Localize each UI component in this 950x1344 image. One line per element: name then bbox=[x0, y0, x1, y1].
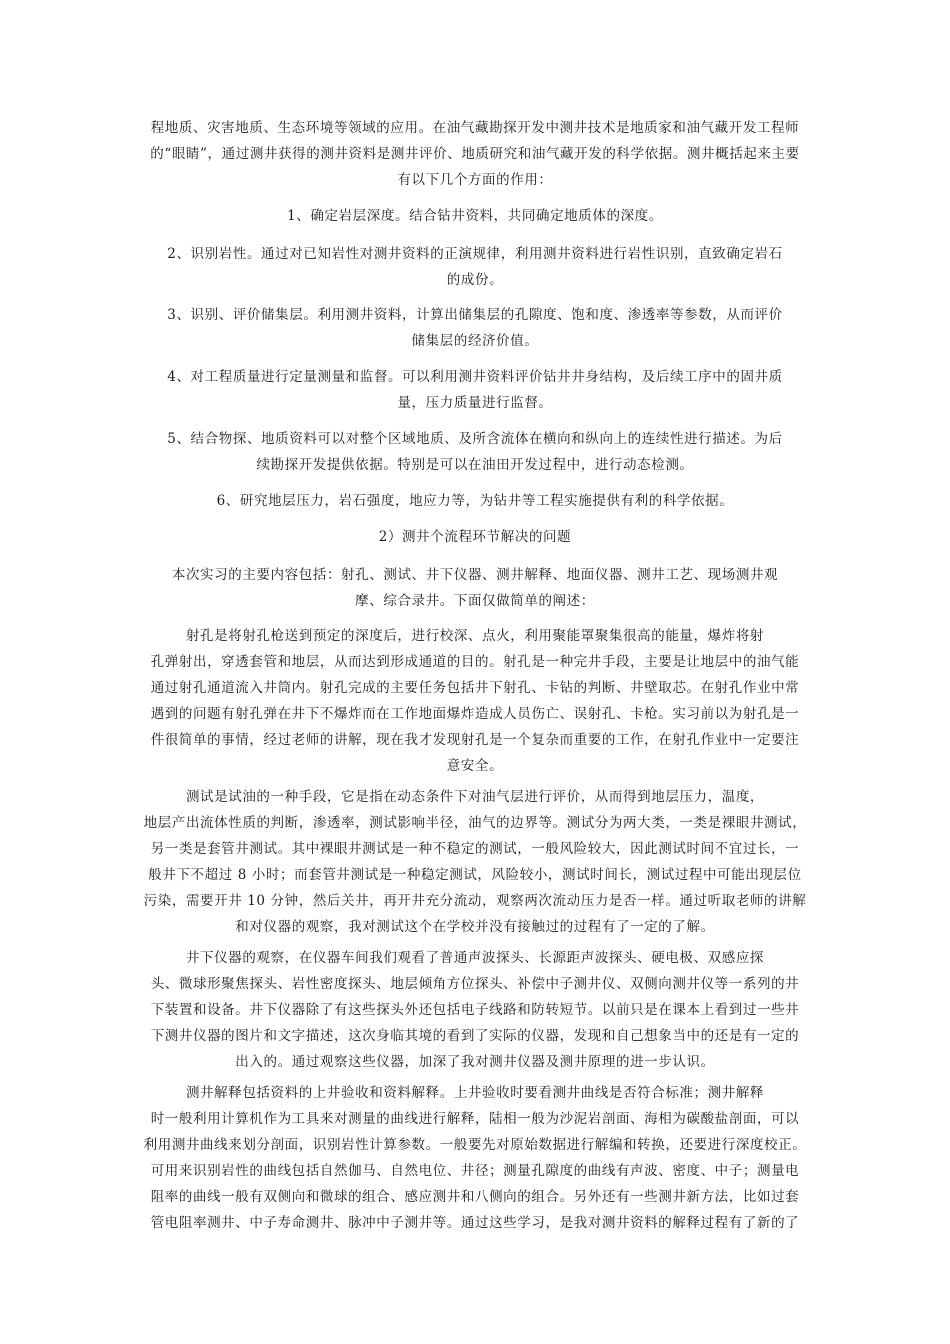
text-line: 本次实习的主要内容包括：射孔、测试、井下仪器、测井解释、地面仪器、测井工艺、现场测井观 bbox=[171, 567, 779, 583]
text-line: 的成份。 bbox=[446, 272, 504, 288]
text-line: 射孔是将射孔枪送到预定的深度后，进行校深、点火，利用聚能罩聚集很高的能量，爆炸将射 bbox=[185, 628, 765, 644]
list-item-3 bbox=[143, 302, 807, 354]
text-line: 件很简单的事情，经过老师的讲解，现在我才发现射孔是一个复杂而重要的工作，在射孔作业中一定要注 bbox=[150, 732, 800, 748]
text-line: 下测井仪器的图片和文字描述，这次身临其境的看到了实际的仪器，发现和自己想象当中的还是有一定的 bbox=[150, 1028, 800, 1044]
text-line: 2）测井个流程环节解决的问题 bbox=[378, 529, 572, 545]
paragraph-downhole-tools bbox=[143, 945, 807, 1075]
text-line: 污染，需要开井 10 分钟，然后关井，再开井充分流动，观察两次流动压力是否一样。通过听取老师的讲解 bbox=[143, 893, 807, 909]
list-item-5 bbox=[143, 426, 807, 478]
text-line: 2、识别岩性。通过对已知岩性对测井资料的正演规律，利用测井资料进行岩性识别，直致确定岩石 bbox=[167, 246, 783, 262]
text-line: 储集层的经济价值。 bbox=[411, 333, 539, 349]
text-line: 孔弹射出，穿透套管和地层，从而达到形成通道的目的。射孔是一种完井手段，主要是让地层中的油气能 bbox=[150, 654, 800, 670]
text-line: 的“眼睛”，通过测井获得的测井资料是测井评价、地质研究和油气藏开发的科学依据。测井概括起来主要 bbox=[150, 146, 800, 162]
text-line: 通过射孔通道流入井筒内。射孔完成的主要任务包括井下射孔、卡钻的判断、井壁取芯。在射孔作业中常 bbox=[150, 680, 800, 696]
list-item-6 bbox=[143, 488, 807, 514]
text-line: 4、对工程质量进行定量测量和监督。可以利用测井资料评价钻井井身结构，及后续工序中的固井质 bbox=[167, 369, 783, 385]
paragraph-log-interpretation bbox=[143, 1080, 807, 1236]
list-item-4 bbox=[143, 364, 807, 416]
paragraph-testing bbox=[143, 784, 807, 940]
text-line: 遇到的问题有射孔弹在井下不爆炸而在工作地面爆炸造成人员伤亡、误射孔、卡枪。实习前以为射孔是一 bbox=[150, 706, 800, 722]
text-line: 3、识别、评价储集层。利用测井资料，计算出储集层的孔隙度、饱和度、渗透率等参数，从而评价 bbox=[167, 307, 783, 323]
text-line: 程地质、灾害地质、生态环境等领域的应用。在油气藏勘探开发中测井技术是地质家和油气藏开发工程师 bbox=[150, 120, 800, 136]
text-line: 时一般利用计算机作为工具来对测量的曲线进行解释，陆相一般为沙泥岩剖面、海相为碳酸盐剖面，可以 bbox=[150, 1111, 800, 1127]
text-line: 和对仪器的观察，我对测试这个在学校并没有接触过的过程有了一定的了解。 bbox=[235, 919, 715, 935]
paragraph-perforation bbox=[143, 623, 807, 779]
text-line: 出入的。通过观察这些仪器，加深了我对测井仪器及测井原理的进一步认识。 bbox=[235, 1054, 715, 1070]
paragraph-intro bbox=[143, 115, 807, 193]
text-line: 有以下几个方面的作用： bbox=[397, 172, 553, 188]
text-line: 利用测井曲线来划分剖面，识别岩性计算参数。一般要先对原始数据进行解编和转换，还要进行深度校正。 bbox=[143, 1137, 807, 1153]
text-line: 测试是试油的一种手段，它是指在动态条件下对油气层进行评价，从而得到地层压力，温度， bbox=[185, 789, 765, 805]
text-line: 地层产出流体性质的判断，渗透率，测试影响半径，油气的边界等。测试分为两大类，一类是裸眼井测试， bbox=[143, 815, 807, 831]
text-line: 量，压力质量进行监督。 bbox=[397, 395, 553, 411]
text-line: 下装置和设备。井下仪器除了有这些探头外还包括电子线路和防转短节。以前只是在课本上看到过一些井 bbox=[150, 1002, 800, 1018]
text-line: 管电阻率测井、中子寿命测井、脉冲中子测井等。通过这些学习，是我对测井资料的解释过程有了新的了 bbox=[150, 1215, 800, 1231]
text-line: 另一类是套管井测试。其中裸眼井测试是一种不稳定的测试，一般风险较大，因此测试时间不宜过长，一 bbox=[150, 841, 800, 857]
paragraph-summary bbox=[143, 562, 807, 614]
list-item-2 bbox=[143, 241, 807, 293]
text-line: 意安全。 bbox=[446, 758, 504, 774]
section-heading bbox=[143, 524, 807, 550]
text-line: 可用来识别岩性的曲线包括自然伽马、自然电位、井径；测量孔隙度的曲线有声波、密度、中子；测量电 bbox=[150, 1163, 800, 1179]
text-line: 5、结合物探、地质资料可以对整个区域地质、及所含流体在横向和纵向上的连续性进行描述。为后 bbox=[167, 431, 783, 447]
text-line: 阻率的曲线一般有双侧向和微球的组合、感应测井和八侧向的组合。另外还有一些测井新方法，比如过套 bbox=[150, 1189, 800, 1205]
text-line: 1、确定岩层深度。结合钻井资料，共同确定地质体的深度。 bbox=[287, 208, 663, 224]
text-line: 摩、综合录井。下面仅做简单的阐述： bbox=[355, 593, 595, 609]
text-line: 测井解释包括资料的上井验收和资料解释。上井验收时要看测井曲线是否符合标准；测井解释 bbox=[185, 1085, 765, 1101]
list-item-1 bbox=[143, 203, 807, 229]
text-line: 般井下不超过 8 小时；而套管井测试是一种稳定测试，风险较小，测试时间长，测试过程中可能出现层位 bbox=[148, 867, 802, 883]
text-line: 6、研究地层压力，岩石强度，地应力等，为钻井等工程实施提供有利的科学依据。 bbox=[216, 493, 734, 509]
text-line: 井下仪器的观察，在仪器车间我们观看了普通声波探头、长源距声波探头、硬电极、双感应探 bbox=[185, 950, 765, 966]
text-line: 头、微球形聚焦探头、岩性密度探头、地层倾角方位探头、补偿中子测井仪、双侧向测井仪等一系列的井 bbox=[150, 976, 800, 992]
text-line: 续勘探开发提供依据。特别是可以在油田开发过程中，进行动态检测。 bbox=[256, 457, 694, 473]
